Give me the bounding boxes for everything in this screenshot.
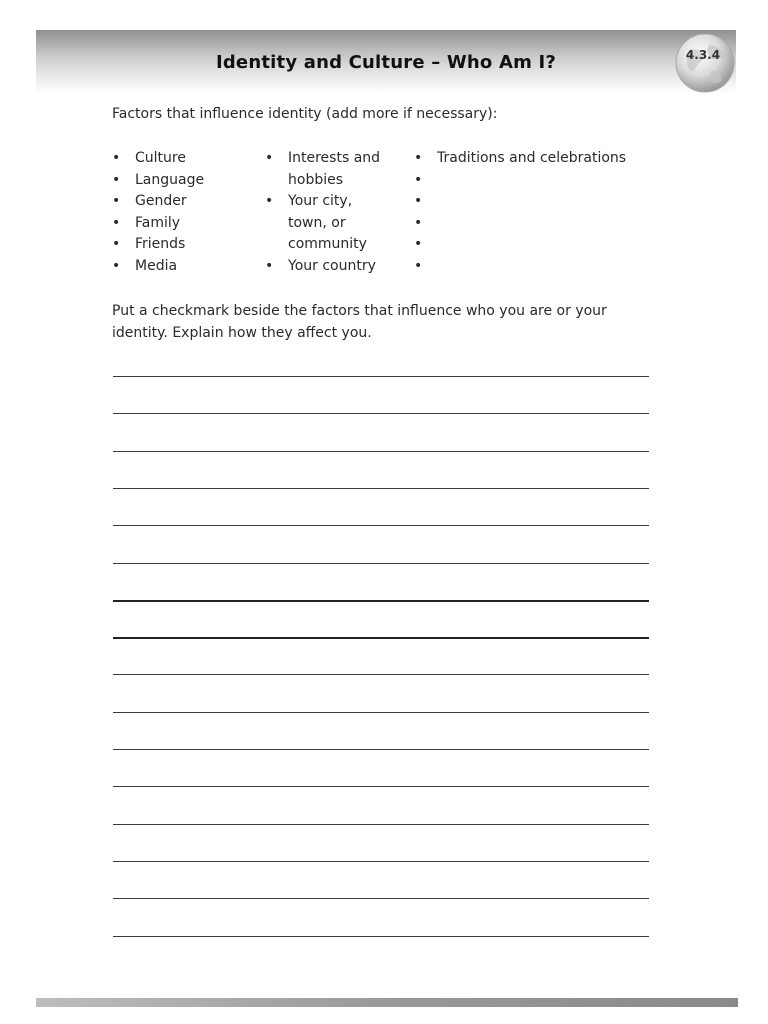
lesson-badge bbox=[675, 33, 735, 93]
blank-list-item[interactable] bbox=[414, 256, 654, 278]
list-item: • Your country bbox=[265, 256, 395, 278]
list-item: • Culture bbox=[112, 148, 252, 170]
answer-line[interactable] bbox=[113, 898, 649, 899]
list-item: • Friends bbox=[112, 234, 252, 256]
answer-line[interactable] bbox=[113, 488, 649, 489]
blank-list-item[interactable] bbox=[414, 170, 654, 192]
answer-line[interactable] bbox=[113, 563, 649, 564]
list-item: • Interests and hobbies bbox=[265, 148, 395, 191]
instructions-text: Put a checkmark beside the factors that influence who you are or your identity. Explain how they affect you. bbox=[112, 303, 607, 341]
answer-line[interactable] bbox=[113, 525, 649, 526]
list-item: • Gender bbox=[112, 191, 252, 213]
answer-line[interactable] bbox=[113, 936, 649, 937]
list-item: • Traditions and celebrations bbox=[414, 148, 654, 170]
answer-line[interactable] bbox=[113, 413, 649, 414]
answer-line[interactable] bbox=[113, 600, 649, 602]
answer-line[interactable] bbox=[113, 451, 649, 452]
list-item: • Media bbox=[112, 256, 252, 278]
blank-list-item[interactable] bbox=[414, 234, 654, 256]
answer-line[interactable] bbox=[113, 824, 649, 825]
answer-line[interactable] bbox=[113, 749, 649, 750]
answer-line[interactable] bbox=[113, 376, 649, 377]
intro-text: Factors that influence identity (add more if necessary): bbox=[112, 106, 498, 122]
answer-line[interactable] bbox=[113, 861, 649, 862]
factor-list-column-2 bbox=[265, 148, 395, 278]
globe-icon bbox=[675, 33, 735, 93]
blank-list-item[interactable] bbox=[414, 213, 654, 235]
lesson-number: 4.3.4 bbox=[685, 48, 721, 62]
page-title: Identity and Culture – Who Am I? bbox=[215, 52, 557, 73]
answer-line[interactable] bbox=[113, 637, 649, 639]
answer-line[interactable] bbox=[113, 786, 649, 787]
answer-line[interactable] bbox=[113, 674, 649, 675]
factor-list-column-3 bbox=[414, 148, 654, 278]
footer-bar bbox=[36, 998, 738, 1007]
list-item: • Language bbox=[112, 170, 252, 192]
list-item: • Your city, town, or community bbox=[265, 191, 395, 256]
factor-list-column-1 bbox=[112, 148, 252, 278]
answer-line[interactable] bbox=[113, 712, 649, 713]
blank-list-item[interactable] bbox=[414, 191, 654, 213]
list-item: • Family bbox=[112, 213, 252, 235]
